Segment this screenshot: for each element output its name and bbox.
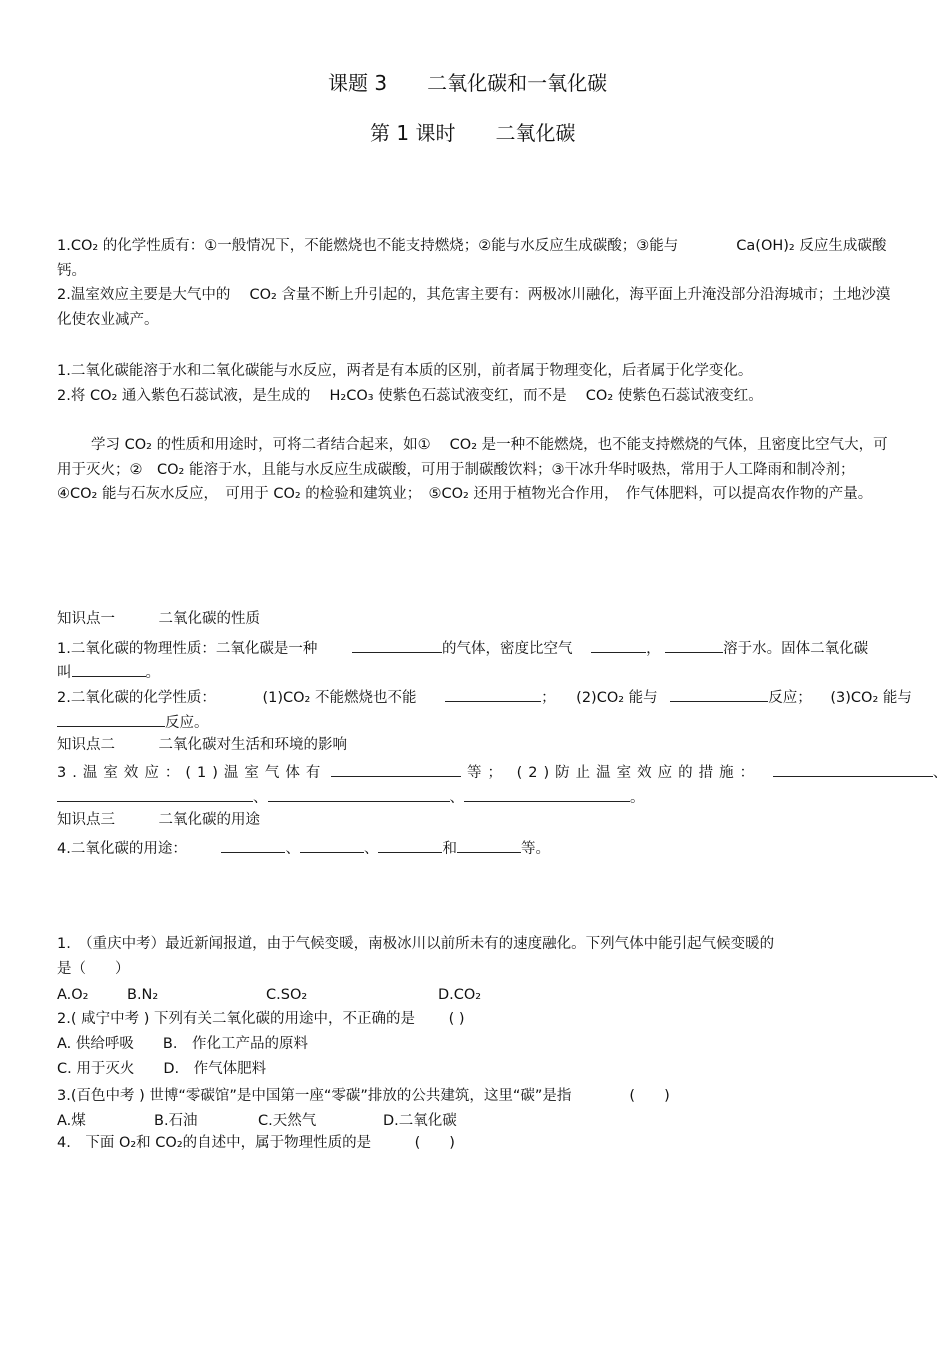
- question-line: [57, 662, 160, 682]
- answer-blank[interactable]: [445, 687, 541, 702]
- exercise-stem: 3.(百色中考 ) 世博“零碳馆”是中国第一座“零碳”排放的公共建筑，这里“碳”是指 ( ): [57, 1088, 670, 1104]
- answer-blank[interactable]: [268, 787, 450, 802]
- answer-blank[interactable]: [300, 838, 364, 853]
- question-text: 、: [449, 790, 464, 806]
- answer-blank[interactable]: [57, 712, 165, 727]
- question-line: [57, 687, 912, 707]
- exercise-option[interactable]: C.天然气: [258, 1113, 317, 1129]
- exercise-option[interactable]: C. 用于灭火 D. 作气体肥料: [57, 1061, 267, 1077]
- exercise-option[interactable]: B.石油: [154, 1113, 198, 1129]
- answer-blank[interactable]: [57, 787, 253, 802]
- question-line: [57, 712, 209, 732]
- answer-blank[interactable]: [221, 838, 285, 853]
- review-item: 2.温室效应主要是大气中的 CO₂ 含量不断上升引起的，其危害主要有：两极冰川融化，海平面上升淹没部分沿海城市；土地沙漠化使农业减产。: [57, 287, 891, 328]
- question-line: [57, 787, 645, 807]
- exercise-option[interactable]: A.O₂: [57, 987, 89, 1003]
- knowledge-heading: 知识点二 二氧化碳对生活和环境的影响: [57, 737, 347, 753]
- exercise-option[interactable]: B.N₂: [127, 987, 159, 1003]
- exercise-stem: 4. 下面 O₂和 CO₂的自述中，属于物理性质的是 ( ): [57, 1135, 455, 1151]
- question-text: (2)CO₂ 能与: [576, 690, 658, 706]
- question-text: 溶于水。固体二氧化碳: [723, 641, 869, 657]
- question-line: [57, 638, 868, 658]
- question-text: 和: [442, 841, 457, 857]
- answer-blank[interactable]: [378, 838, 442, 853]
- question-text: (2)防止温室效应的措施：: [516, 765, 761, 781]
- answer-blank[interactable]: [352, 638, 442, 653]
- knowledge-heading: 知识点三 二氧化碳的用途: [57, 812, 260, 828]
- question-text: ，: [646, 641, 661, 657]
- question-text: 、: [363, 841, 379, 857]
- exercise-stem: 2.( 咸宁中考 ) 下列有关二氧化碳的用途中，不正确的是 ( ): [57, 1011, 465, 1027]
- note-item: 2.将 CO₂ 通入紫色石蕊试液，是生成的 H₂CO₃ 使紫色石蕊试液变红，而不是 CO₂ 使紫色石蕊试液变红。: [57, 387, 763, 404]
- question-text: 、: [253, 790, 268, 806]
- answer-blank[interactable]: [457, 838, 521, 853]
- answer-blank[interactable]: [665, 638, 723, 653]
- question-text: 1.二氧化碳的物理性质：二氧化碳是一种: [57, 641, 318, 657]
- exercise-stem: 是（ ）: [57, 961, 130, 977]
- exercise-option[interactable]: A. 供给呼吸 B. 作化工产品的原料: [57, 1036, 308, 1052]
- method-section: [57, 433, 895, 507]
- exercise-option[interactable]: A.煤: [57, 1113, 86, 1129]
- question-text: ；: [541, 690, 556, 706]
- question-text: 的气体，密度比空气: [441, 641, 573, 657]
- answer-blank[interactable]: [464, 787, 630, 802]
- method-paragraph: 学习 CO₂ 的性质和用途时，可将二者结合起来，如① CO₂ 是一种不能燃烧，也不能支持燃烧的气体，且密度比空气大，可用于灭火；② CO₂ 能溶于水，且能与水反应生成碳酸，可用于制碳酸饮料；③干冰升华时吸热，常用于人工降雨和制冷剂； ④CO₂ 能与石灰水反应， 可用于 CO₂ 的检验和建筑业； ⑤CO₂ 还用于植物光合作用， 作气体肥料，可以提高农作物的产量。: [57, 437, 888, 502]
- review-item: 1.CO₂ 的化学性质有：①一般情况下，不能燃烧也不能支持燃烧；②能与水反应生成碳酸；③能与 Ca(OH)₂ 反应生成碳酸钙。: [57, 238, 887, 279]
- exercise-option[interactable]: D.CO₂: [438, 987, 482, 1003]
- question-text: 等。: [520, 841, 550, 857]
- question-text: (1)CO₂ 不能燃烧也不能: [262, 690, 417, 706]
- question-text: 反应；: [768, 690, 812, 706]
- answer-blank[interactable]: [773, 762, 933, 777]
- notes-section: [57, 359, 895, 408]
- answer-blank[interactable]: [670, 687, 768, 702]
- knowledge-heading: 知识点一 二氧化碳的性质: [57, 611, 260, 627]
- question-text: (3)CO₂ 能与: [830, 690, 912, 706]
- review-section: [57, 234, 895, 332]
- exercise-option[interactable]: D.二氧化碳: [383, 1113, 457, 1129]
- answer-blank[interactable]: [591, 638, 646, 653]
- question-text: 、: [285, 841, 300, 857]
- answer-blank[interactable]: [331, 762, 461, 777]
- question-text: 等；: [466, 765, 508, 781]
- question-text: 4.二氧化碳的用途：: [57, 841, 187, 857]
- answer-blank[interactable]: [72, 662, 146, 677]
- question-text: 。: [630, 790, 645, 806]
- question-text: 2.二氧化碳的化学性质：: [57, 690, 216, 706]
- note-item: 1.二氧化碳能溶于水和二氧化碳能与水反应，两者是有本质的区别，前者属于物理变化，后者属于化学变化。: [57, 363, 753, 379]
- page-title: 课题 3 二氧化碳和一氧化碳: [328, 71, 608, 95]
- question-text: 叫: [57, 665, 72, 681]
- exercise-stem: 1. （重庆中考）最近新闻报道，由于气候变暖，南极冰川以前所未有的速度融化。下列气体中能引起气候变暖的: [57, 936, 775, 952]
- question-line: [57, 762, 947, 782]
- page-subtitle: 第 1 课时 二氧化碳: [370, 121, 576, 145]
- question-text: 3.温室效应：(1)温室气体有: [57, 765, 327, 781]
- exercise-option[interactable]: C.SO₂: [266, 987, 308, 1003]
- question-line: [57, 838, 550, 858]
- question-text: 、: [932, 765, 948, 781]
- question-text: 反应。: [165, 715, 209, 731]
- question-text: 。: [145, 665, 160, 681]
